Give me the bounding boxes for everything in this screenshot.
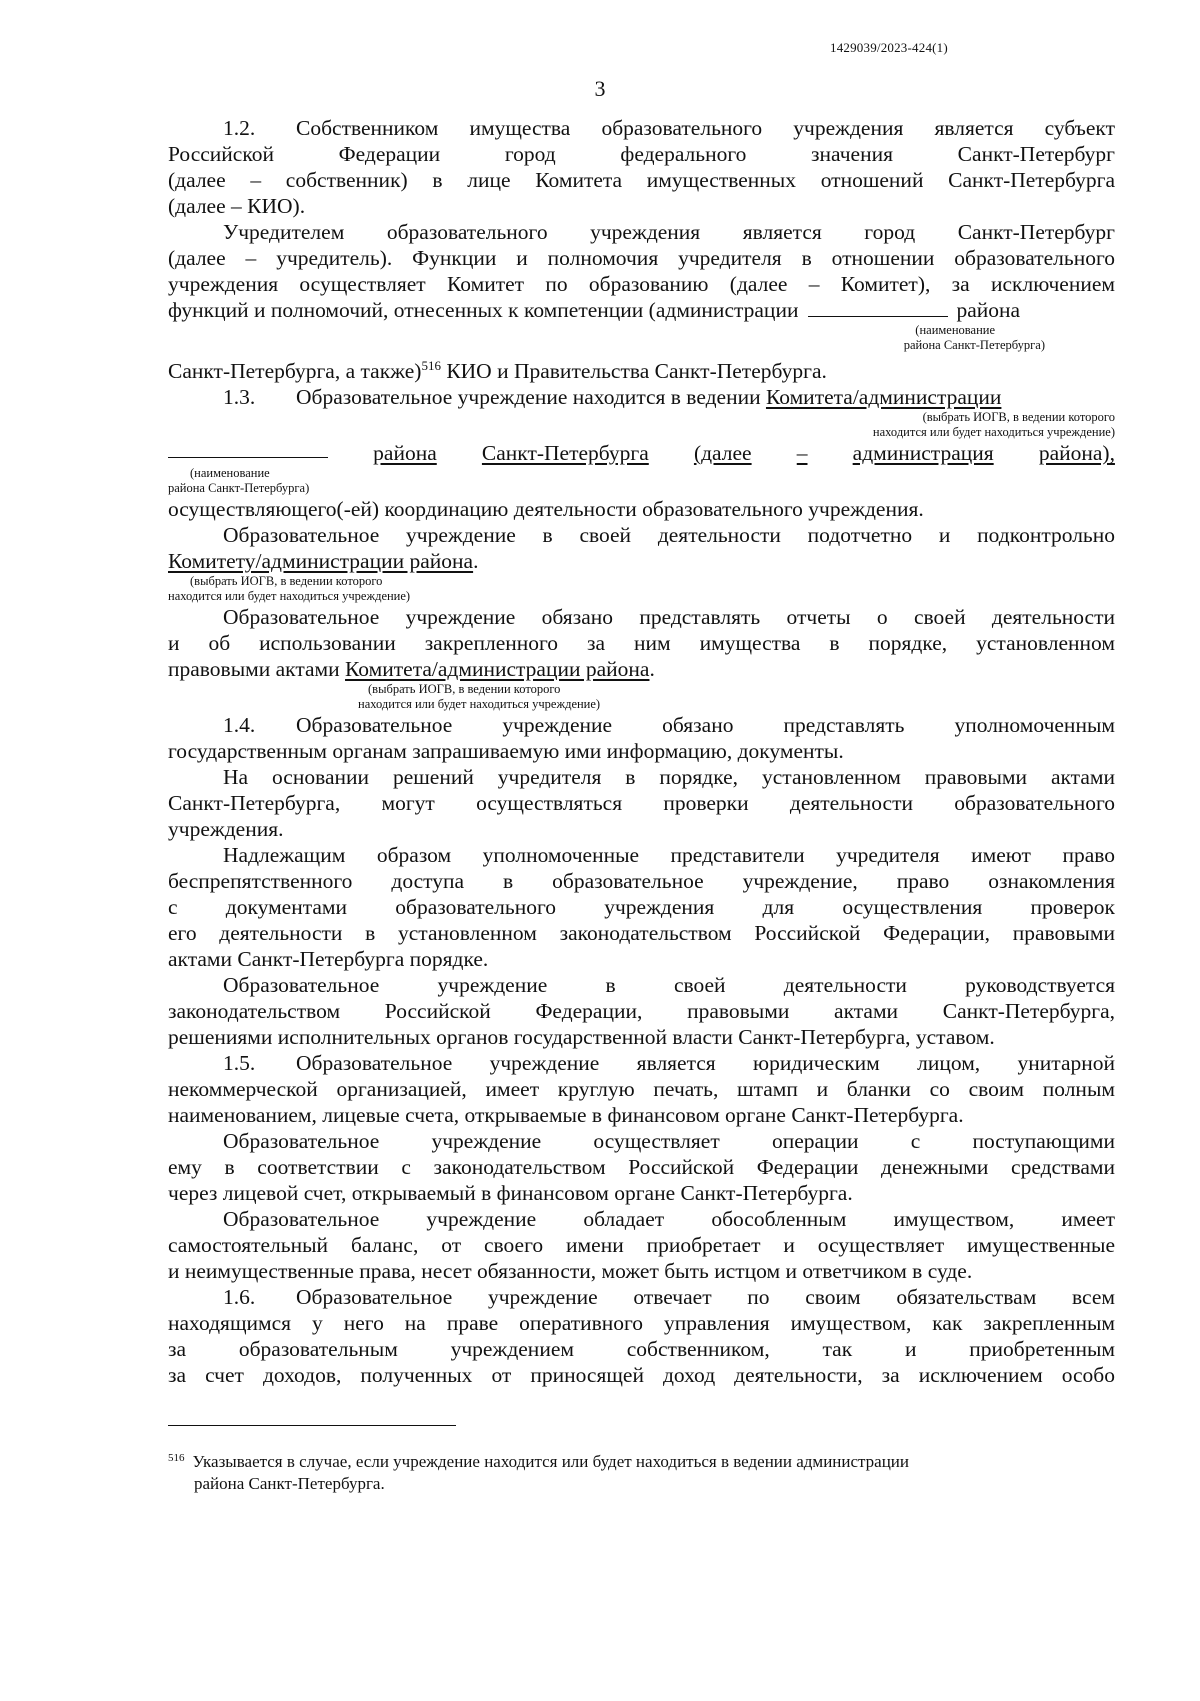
paragraph-inspections-line-3: учреждения.	[168, 817, 284, 841]
paragraph-1-5-line-1	[168, 1050, 1115, 1076]
paragraph-operations-line-1: Образовательное учреждение осуществляет операции с поступающими	[223, 1129, 1115, 1153]
clause-number: 1.2.	[223, 116, 256, 140]
text-line: КИО и Правительства Санкт-Петербурга.	[440, 359, 827, 383]
field-hint: (выбрать ИОГВ, в ведении которого	[190, 574, 383, 588]
text-line: Образовательное учреждение обязано представлять уполномоченным	[296, 713, 1115, 737]
text-line: Собственником имущества образовательного учреждения является субъект	[296, 116, 1115, 140]
paragraph-guidance-line-2: законодательством Российской Федерации, правовыми актами Санкт-Петербурга,	[168, 999, 1115, 1023]
field-hint: (выбрать ИОГВ, в ведении которого	[368, 682, 561, 696]
paragraph-guidance-line-3: решениями исполнительных органов государственной власти Санкт-Петербурга, уставом.	[168, 1025, 995, 1049]
paragraph-1-2-line-1	[168, 115, 1115, 141]
blank-field	[168, 440, 328, 458]
field-hint: (наименование	[190, 466, 270, 480]
paragraph-reports-line-3	[168, 656, 1115, 682]
field-hint: находится или будет находиться учреждение)	[358, 697, 601, 711]
text-word: района	[956, 298, 1021, 322]
paragraph-property-line-2: самостоятельный баланс, от своего имени приобретает и осуществляет имущественные	[168, 1233, 1115, 1257]
paragraph-founder-line-3: учреждения осуществляет Комитет по образованию (далее – Комитет), за исключением	[168, 272, 1115, 296]
field-hint: находится или будет находиться учреждение)	[168, 589, 411, 603]
paragraph-reports-line-1: Образовательное учреждение обязано представлять отчеты о своей деятельности	[223, 605, 1115, 629]
clause-number: 1.6.	[223, 1285, 256, 1309]
paragraph-1-3-line-1	[168, 384, 1115, 410]
paragraph-access-line-5: актами Санкт-Петербурга порядке.	[168, 947, 489, 971]
paragraph-1-6-line-3: за образовательным учреждением собственником, так и приобретенным	[168, 1337, 1115, 1361]
text-word: района	[373, 441, 437, 465]
footnote-separator	[168, 1425, 456, 1426]
text-word: .	[649, 657, 655, 681]
page-number: 3	[594, 76, 606, 101]
text-word: –	[796, 441, 808, 465]
paragraph-guidance-line-1: Образовательное учреждение в своей деятельности руководствуется	[223, 973, 1115, 997]
footnote	[168, 1447, 1115, 1495]
paragraph-access-line-2: беспрепятственного доступа в образовательное учреждение, право ознакомления	[168, 869, 1115, 893]
text-line: Образовательное учреждение отвечает по своим обязательствам всем	[296, 1285, 1115, 1309]
paragraph-property-line-3: и неимущественные права, несет обязанности, может быть истцом и ответчиком в суде.	[168, 1259, 973, 1283]
paragraph-1-4-line-2: государственным органам запрашиваемую ими информацию, документы.	[168, 739, 844, 763]
field-hint: (выбрать ИОГВ, в ведении которого	[922, 410, 1115, 424]
paragraph-founder-line-4	[168, 297, 1115, 323]
paragraph-access-line-4: его деятельности в установленном законодательством Российской Федерации, правовыми	[168, 921, 1115, 945]
text-line: функций и полномочий, отнесенных к компетенции (администрации	[168, 298, 799, 322]
paragraph-operations-line-3: через лицевой счет, открываемый в финансовом органе Санкт-Петербурга.	[168, 1181, 853, 1205]
paragraph-1-2-line-2: Российской Федерации город федерального значения Санкт-Петербург	[168, 142, 1115, 166]
footnote-text: Указывается в случае, если учреждение находится или будет находиться в ведении администрации	[192, 1452, 910, 1471]
paragraph-1-6-line-2: находящимся у него на праве оперативного управления имуществом, как закрепленным	[168, 1311, 1115, 1335]
text-word: администрация	[852, 441, 994, 465]
document-body	[168, 115, 1115, 1388]
text-word: (далее	[693, 441, 752, 465]
field-hint: находится или будет находиться учреждение)	[872, 425, 1115, 439]
paragraph-1-2-line-4: (далее – КИО).	[168, 194, 306, 218]
paragraph-access-line-1: Надлежащим образом уполномоченные представители учредителя имеют право	[223, 843, 1115, 867]
paragraph-1-4-line-1	[168, 712, 1115, 738]
paragraph-subordination-line-2	[168, 548, 1115, 574]
paragraph-founder-line-1: Учредителем образовательного учреждения является город Санкт-Петербург	[223, 220, 1115, 244]
paragraph-operations-line-2: ему в соответствии с законодательством Российской Федерации денежными средствами	[168, 1155, 1115, 1179]
paragraph-1-2-line-3: (далее – собственник) в лице Комитета имущественных отношений Санкт-Петербурга	[168, 168, 1115, 192]
field-hint: района Санкт-Петербурга)	[168, 481, 310, 495]
paragraph-1-6-line-4: за счет доходов, полученных от приносящей доход деятельности, за исключением особо	[168, 1363, 1115, 1387]
document-number: 1429039/2023-424(1)	[830, 40, 948, 55]
choice-text: Комитету/администрации района	[168, 549, 474, 573]
text-word: Санкт-Петербурга	[481, 441, 649, 465]
text-line: Образовательное учреждение является юридическим лицом, унитарной	[296, 1051, 1115, 1075]
text-line: Образовательное учреждение находится в ведении	[296, 385, 766, 409]
footnote-reference[interactable]: 516	[421, 358, 441, 373]
paragraph-inspections-line-2: Санкт-Петербурга, могут осуществляться проверки деятельности образовательного	[168, 791, 1115, 815]
field-hint: района Санкт-Петербурга)	[903, 338, 1045, 352]
paragraph-founder-line-5	[168, 353, 1115, 384]
paragraph-reports-line-2: и об использовании закрепленного за ним имущества в порядке, установленном	[168, 631, 1115, 655]
footnote-line-2: района Санкт-Петербурга.	[194, 1474, 385, 1493]
text-word: .	[473, 549, 479, 573]
footnote-line-1	[168, 1447, 1115, 1473]
text-word: района),	[1038, 441, 1115, 465]
paragraph-1-3-line-3: осуществляющего(-ей) координацию деятельности образовательного учреждения.	[168, 497, 924, 521]
clause-number: 1.4.	[223, 713, 256, 737]
paragraph-1-5-line-2: некоммерческой организацией, имеет круглую печать, штамп и бланки со своим полным	[168, 1077, 1115, 1101]
clause-number: 1.5.	[223, 1051, 256, 1075]
paragraph-access-line-3: с документами образовательного учреждения для осуществления проверок	[168, 895, 1115, 919]
paragraph-subordination-line-1: Образовательное учреждение в своей деятельности подотчетно и подконтрольно	[223, 523, 1115, 547]
paragraph-inspections-line-1: На основании решений учредителя в порядке, установленном правовыми актами	[223, 765, 1115, 789]
text-line: Санкт-Петербурга, а также)	[168, 359, 422, 383]
footnote-mark: 516	[168, 1452, 185, 1464]
paragraph-property-line-1: Образовательное учреждение обладает обособленным имуществом, имеет	[223, 1207, 1115, 1231]
blank-field	[808, 299, 948, 317]
paragraph-1-3-line-2	[168, 440, 1115, 466]
clause-number: 1.3.	[223, 385, 256, 409]
field-hint: (наименование	[915, 323, 995, 337]
paragraph-1-6-line-1	[168, 1284, 1115, 1310]
choice-text: Комитета/администрации района	[345, 657, 650, 681]
paragraph-1-5-line-3: наименованием, лицевые счета, открываемые в финансовом органе Санкт-Петербурга.	[168, 1103, 964, 1127]
choice-text: Комитета/администрации	[765, 385, 1002, 409]
text-line: правовыми актами	[168, 657, 346, 681]
paragraph-founder-line-2: (далее – учредитель). Функции и полномочия учредителя в отношении образовательного	[168, 246, 1115, 270]
